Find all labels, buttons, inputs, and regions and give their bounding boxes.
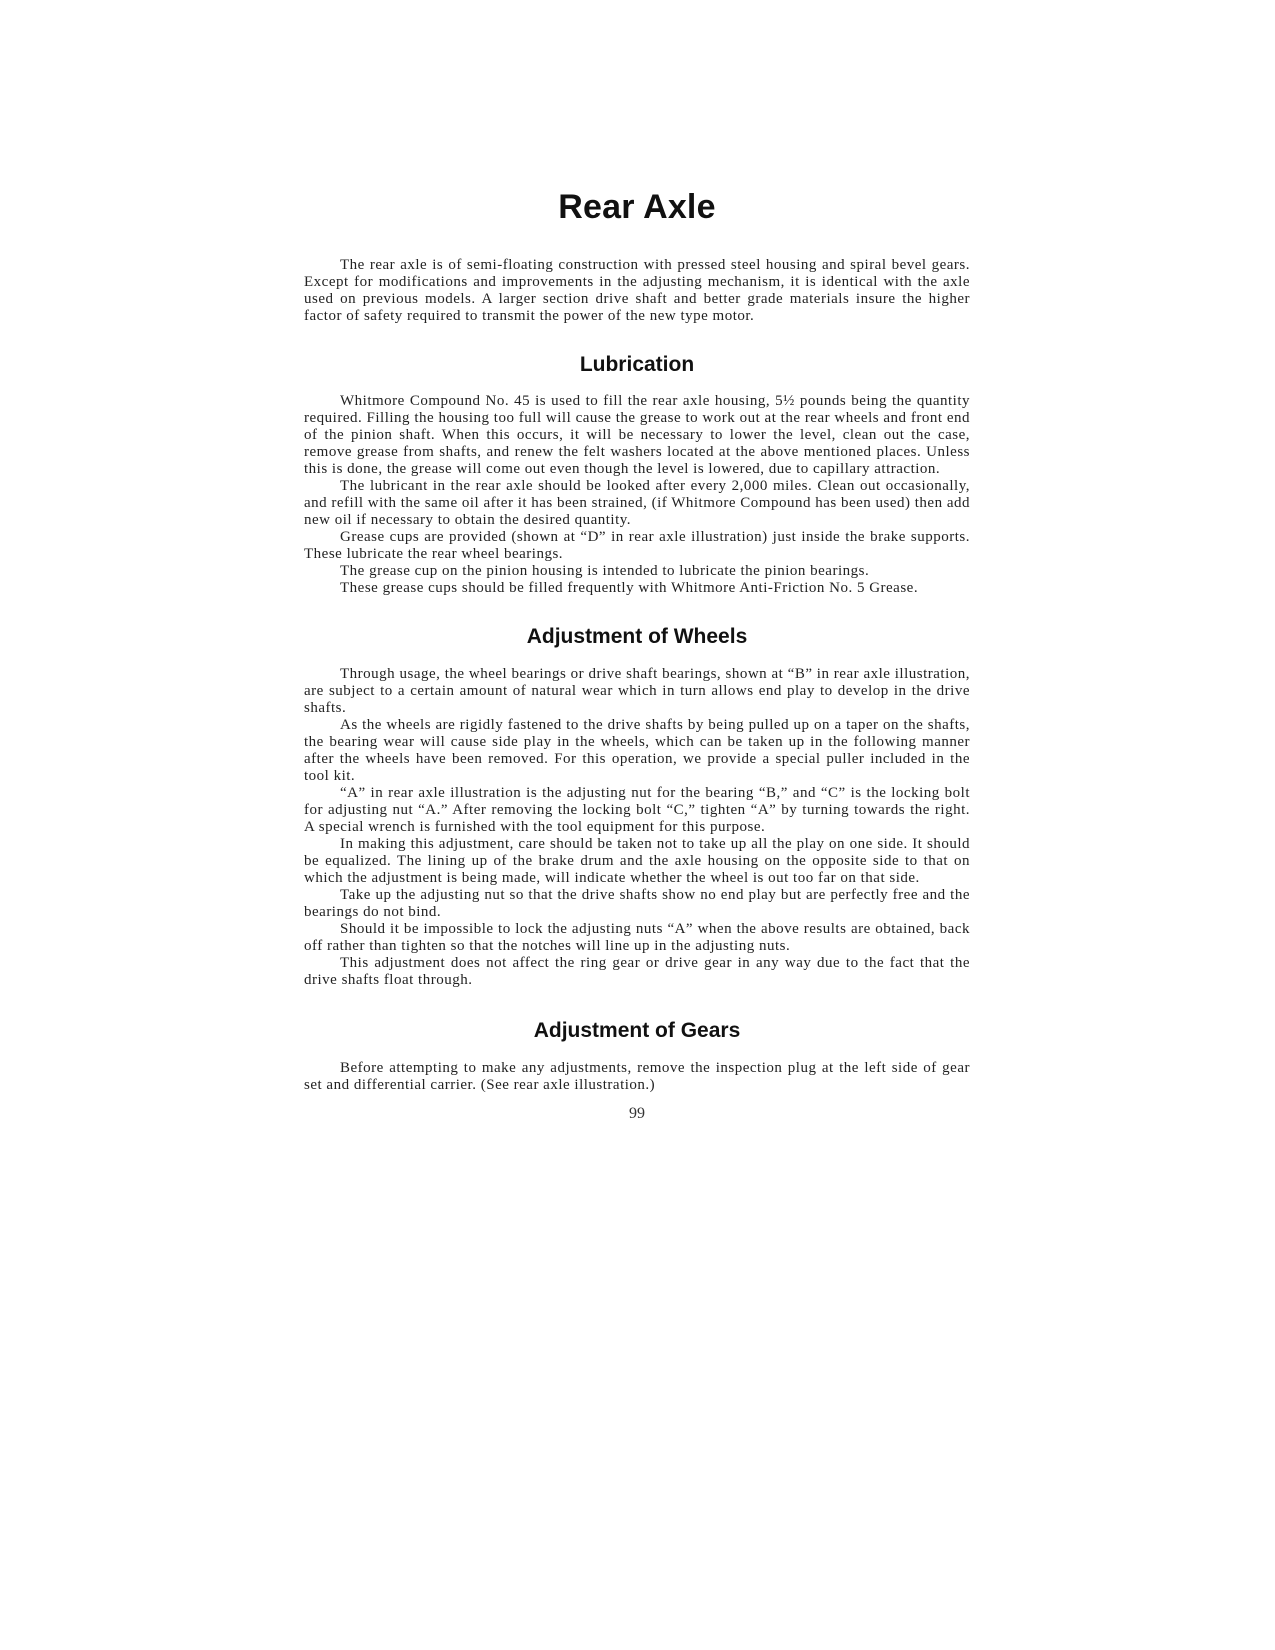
gears-section: [304, 1060, 970, 1094]
lubrication-heading: Lubrication: [579, 353, 695, 376]
wheels-section: [304, 666, 970, 989]
intro-paragraph: The rear axle is of semi-floating construction with pressed steel housing and spiral bevel gears. Except for modifications and improvements in the adjusting mechanism, it is identical with the axle used on previous models. A larger section drive shaft and better grade materials insure the higher factor of safety required to transmit the power of the new type motor.: [304, 257, 970, 324]
wheels-paragraph: As the wheels are rigidly fastened to the drive shafts by being pulled up on a taper on the shafts, the bearing wear will cause side play in the wheels, which can be taken up in the following manner after the wheels have been removed. For this operation, we provide a special puller included in the tool kit.: [304, 717, 970, 784]
gears-heading: Adjustment of Gears: [533, 1019, 741, 1042]
lubrication-paragraph: Grease cups are provided (shown at “D” in rear axle illustration) just inside the brake supports. These lubricate the rear wheel bearings.: [304, 529, 970, 562]
wheels-paragraph: “A” in rear axle illustration is the adjusting nut for the bearing “B,” and “C” is the locking bolt for adjusting nut “A.” After removing the locking bolt “C,” tighten “A” by turning towards the right. A special wrench is furnished with the tool equipment for this purpose.: [304, 785, 970, 835]
page-title: Rear Axle: [558, 188, 716, 226]
lubrication-paragraph: These grease cups should be filled frequently with Whitmore Anti-Friction No. 5 Grease.: [340, 580, 919, 596]
lubrication-paragraph: Whitmore Compound No. 45 is used to fill the rear axle housing, 5½ pounds being the quantity required. Filling the housing too full will cause the grease to work out at the rear wheels and front end of the pinion shaft. When this occurs, it will be necessary to lower the level, clean out the case, remove grease from shafts, and renew the felt washers located at the above mentioned places. Unless this is done, the grease will come out even though the level is lowered, due to capillary attraction.: [304, 393, 970, 477]
lubrication-section: [304, 393, 970, 597]
page-number: 99: [629, 1105, 645, 1122]
wheels-paragraph: This adjustment does not affect the ring gear or drive gear in any way due to the fact that the drive shafts float through.: [304, 955, 970, 988]
intro-section: [304, 257, 970, 325]
lubrication-paragraph: The grease cup on the pinion housing is intended to lubricate the pinion bearings.: [340, 563, 870, 579]
wheels-paragraph: Should it be impossible to lock the adjusting nuts “A” when the above results are obtained, back off rather than tighten so that the notches will line up in the adjusting nuts.: [304, 921, 970, 954]
lubrication-paragraph: The lubricant in the rear axle should be looked after every 2,000 miles. Clean out occasionally, and refill with the same oil after it has been strained, (if Whitmore Compound has been used) then add new oil if necessary to obtain the desired quantity.: [304, 478, 970, 528]
gears-paragraph: Before attempting to make any adjustments, remove the inspection plug at the left side of gear set and differential carrier. (See rear axle illustration.): [304, 1060, 970, 1093]
wheels-paragraph: Take up the adjusting nut so that the drive shafts show no end play but are perfectly free and the bearings do not bind.: [304, 887, 970, 920]
wheels-paragraph: Through usage, the wheel bearings or drive shaft bearings, shown at “B” in rear axle illustration, are subject to a certain amount of natural wear which in turn allows end play to develop in the drive shafts.: [304, 666, 970, 716]
wheels-heading: Adjustment of Wheels: [526, 625, 748, 648]
page-content: [304, 188, 970, 1123]
wheels-paragraph: In making this adjustment, care should be taken not to take up all the play on one side. It should be equalized. The lining up of the brake drum and the axle housing on the opposite side to that on which the adjustment is being made, will indicate whether the wheel is out too far on that side.: [304, 836, 970, 886]
